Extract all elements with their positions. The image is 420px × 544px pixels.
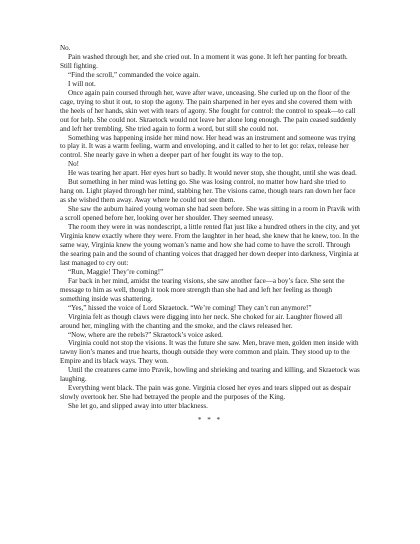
paragraph: “Run, Maggie! They’re coming!” xyxy=(68,267,164,276)
book-page-body xyxy=(60,44,360,425)
paragraph: But something in her mind was letting go. She was losing control, no matter how hard she tried to hang on. Light played through her mind, stabbing her. The visions came, though tears ran down her face as she wished them away. Away where he could not see them. xyxy=(60,178,356,205)
paragraph: I will not. xyxy=(68,79,96,88)
paragraph: She let go, and slipped away into utter blackness. xyxy=(68,402,208,411)
paragraph: “Now, where are the rebels?” Skraetock’s voice asked. xyxy=(68,330,223,339)
paragraph: She saw the auburn haired young woman she had seen before. She was sitting in a room in Pravik with a scroll opened before her, looking over her shoulder. They seemed uneasy. xyxy=(60,205,360,223)
paragraph: “Yes,” hissed the voice of Lord Skraetock. “We’re coming! They can’t run anymore!” xyxy=(68,303,312,312)
paragraph: “Find the scroll,” commanded the voice again. xyxy=(68,70,200,79)
scene-break: * * * xyxy=(197,416,223,425)
paragraph: Pain washed through her, and she cried out. In a moment it was gone. It left her panting for breath. Still fighting. xyxy=(60,52,348,70)
paragraph: He was tearing her apart. Her eyes hurt so badly. It would never stop, she thought, until she was dead. xyxy=(68,169,357,178)
paragraph: Far back in her mind, amidst the tearing visions, she saw another face—a boy’s face. She sent the message to him as well, though it took more strength than she had and left her feeling as though something inside was shattering. xyxy=(60,276,345,303)
paragraph: Virginia could not stop the visions. It was the future she saw. Men, brave men, golden men inside with tawny lion’s manes and true hearts, though outside they were common and plain. They stood up to the Empire and its black ways. They won. xyxy=(60,339,359,366)
paragraph: The room they were in was nondescript, a little rented flat just like a hundred others in the city, and yet Virginia knew exactly where they were. From the laughter in her head, she knew that he knew, too. In the same way, Virginia knew the young woman’s name and how she had come to have the scroll. Through the searing pain and the sound of chanting voices that dragged her down deeper into darkness, Virginia at last managed to cry out: xyxy=(60,223,360,267)
paragraph: Something was happening inside her mind now. Her head was an instrument and someone was trying to play it. It was a warm feeling, warm and enveloping, and it called to her to let go: relax, release her control. She nearly gave in when a deeper part of her fought its way to the top. xyxy=(60,133,356,160)
paragraph: Virginia felt as though claws were digging into her neck. She choked for air. Laughter flowed all around her, mingling with the chanting and the smoke, and the claws released her. xyxy=(60,312,343,330)
paragraph: Once again pain coursed through her, wave after wave, unceasing. She curled up on the floor of the cage, trying to shut it out, to stop the agony. The pain sharpened in her eyes and she covered them with the heels of her hands, skin wet with tears of agony. She fought for control: the control to speak—to call out for help. She could not. Skraetock would not leave her alone long enough. The pain ceased suddenly and left her trembling. She tried again to form a word, but still she could not. xyxy=(60,88,357,133)
paragraph: Everything went black. The pain was gone. Virginia closed her eyes and tears slipped out as despair slowly overtook her. She had betrayed the people and the purposes of the King. xyxy=(60,384,351,402)
paragraph: No! xyxy=(68,160,80,169)
paragraph: No. xyxy=(60,44,71,52)
paragraph: Until the creatures came into Pravik, howling and shrieking and tearing and killing, and Skraetock was laughing. xyxy=(60,366,360,384)
